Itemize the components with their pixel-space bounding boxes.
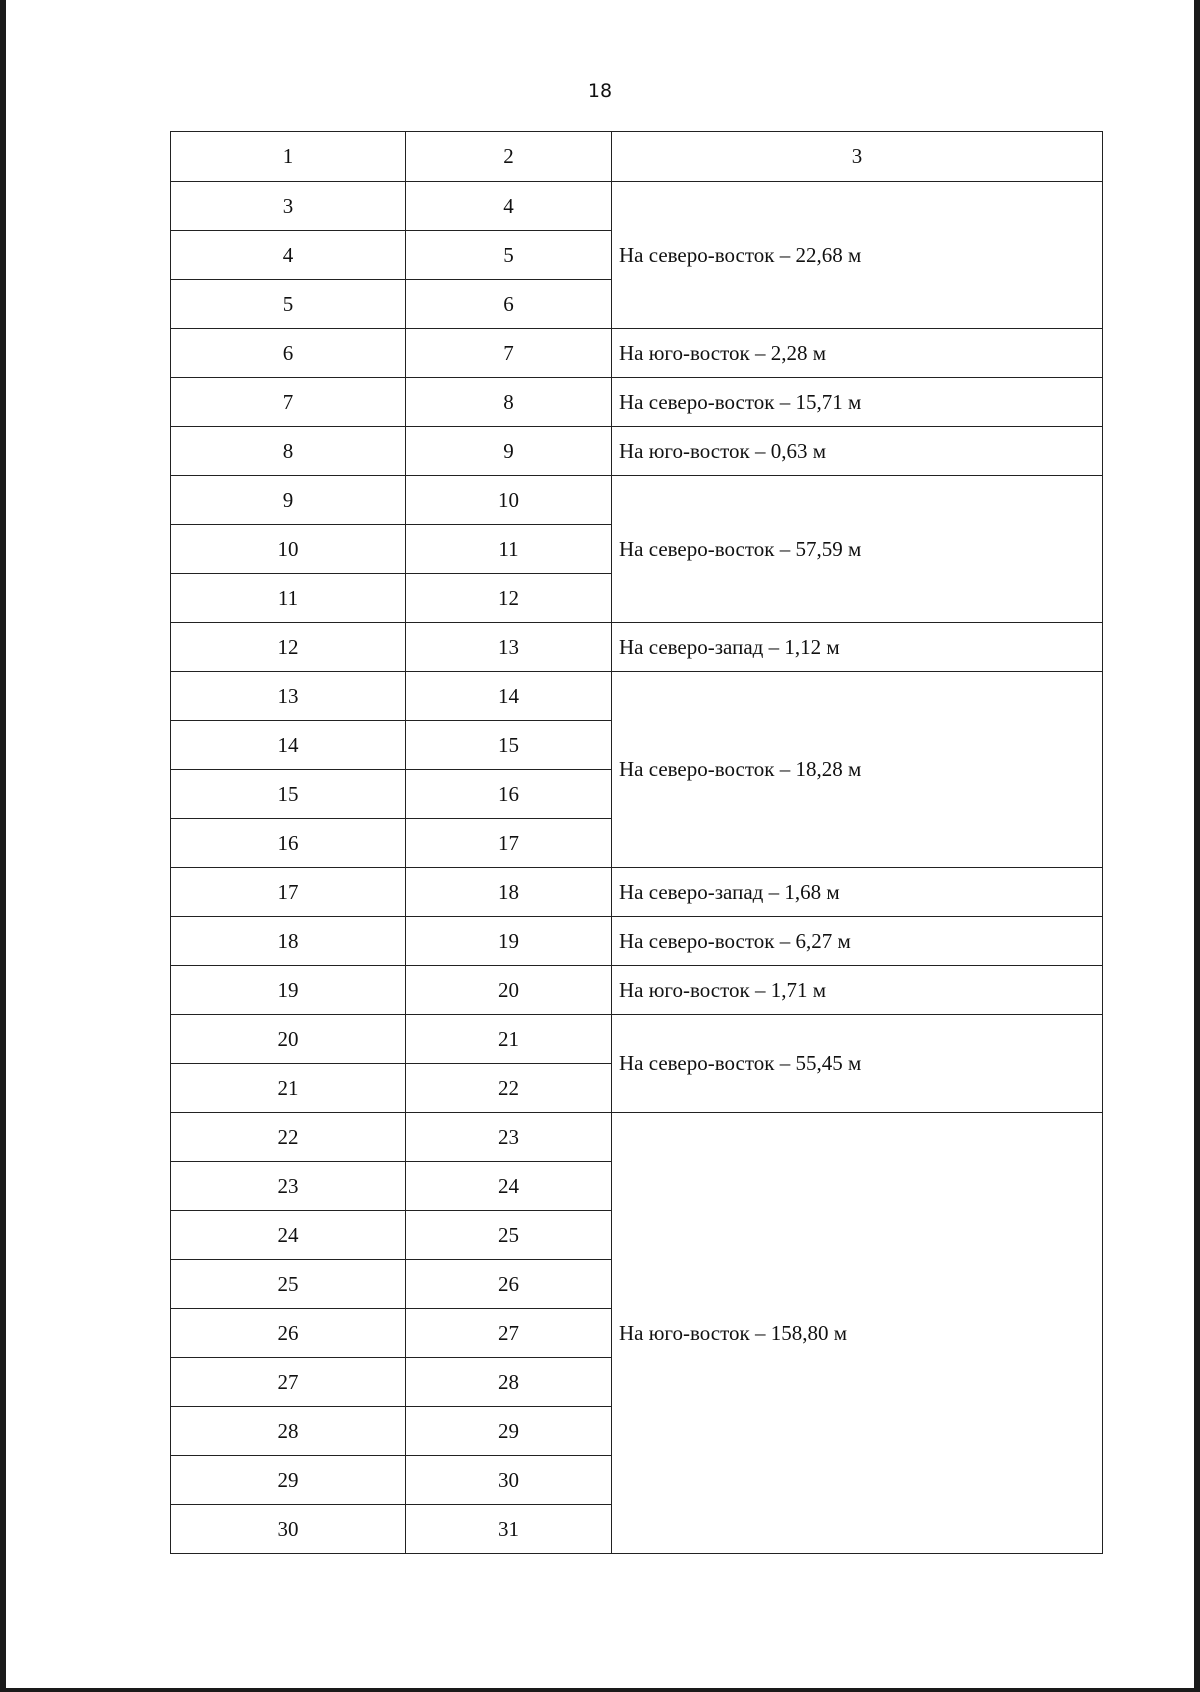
direction-distance-cell: На северо-восток – 55,45 м (612, 1015, 1103, 1113)
point-from-cell: 6 (171, 329, 406, 378)
point-from-cell: 8 (171, 427, 406, 476)
direction-distance-cell: На северо-запад – 1,12 м (612, 623, 1103, 672)
point-to-cell: 20 (406, 966, 612, 1015)
point-to-cell: 12 (406, 574, 612, 623)
point-from-cell: 15 (171, 770, 406, 819)
point-from-cell: 10 (171, 525, 406, 574)
point-from-cell: 16 (171, 819, 406, 868)
header-cell-3: 3 (612, 132, 1103, 182)
scan-edge-left (0, 0, 6, 1692)
point-from-cell: 14 (171, 721, 406, 770)
scan-edge-right (1194, 0, 1200, 1692)
point-from-cell: 7 (171, 378, 406, 427)
point-to-cell: 17 (406, 819, 612, 868)
point-from-cell: 21 (171, 1064, 406, 1113)
point-to-cell: 11 (406, 525, 612, 574)
point-to-cell: 23 (406, 1113, 612, 1162)
point-from-cell: 26 (171, 1309, 406, 1358)
point-to-cell: 21 (406, 1015, 612, 1064)
point-from-cell: 19 (171, 966, 406, 1015)
direction-distance-cell: На северо-восток – 15,71 м (612, 378, 1103, 427)
point-from-cell: 12 (171, 623, 406, 672)
direction-distance-cell: На юго-восток – 0,63 м (612, 427, 1103, 476)
point-to-cell: 7 (406, 329, 612, 378)
table-row (171, 966, 1103, 1015)
page-number: 18 (587, 80, 613, 102)
point-to-cell: 4 (406, 182, 612, 231)
table-row (171, 1113, 1103, 1162)
point-from-cell: 3 (171, 182, 406, 231)
direction-distance-cell: На северо-восток – 57,59 м (612, 476, 1103, 623)
point-from-cell: 29 (171, 1456, 406, 1505)
point-to-cell: 28 (406, 1358, 612, 1407)
table-body (171, 182, 1103, 1554)
table-row (171, 182, 1103, 231)
direction-distance-cell: На северо-восток – 18,28 м (612, 672, 1103, 868)
table-row (171, 1015, 1103, 1064)
point-to-cell: 24 (406, 1162, 612, 1211)
point-to-cell: 10 (406, 476, 612, 525)
direction-distance-cell: На северо-восток – 22,68 м (612, 182, 1103, 329)
table-row (171, 868, 1103, 917)
table-header-row (171, 132, 1103, 182)
header-cell-1: 1 (171, 132, 406, 182)
direction-distance-cell: На юго-восток – 2,28 м (612, 329, 1103, 378)
point-from-cell: 13 (171, 672, 406, 721)
point-to-cell: 26 (406, 1260, 612, 1309)
table-row (171, 427, 1103, 476)
point-from-cell: 17 (171, 868, 406, 917)
point-from-cell: 25 (171, 1260, 406, 1309)
table-row (171, 672, 1103, 721)
point-to-cell: 19 (406, 917, 612, 966)
header-cell-2: 2 (406, 132, 612, 182)
point-to-cell: 8 (406, 378, 612, 427)
direction-distance-cell: На юго-восток – 1,71 м (612, 966, 1103, 1015)
point-from-cell: 18 (171, 917, 406, 966)
point-from-cell: 27 (171, 1358, 406, 1407)
point-to-cell: 13 (406, 623, 612, 672)
table-row (171, 917, 1103, 966)
point-to-cell: 22 (406, 1064, 612, 1113)
point-from-cell: 23 (171, 1162, 406, 1211)
point-to-cell: 29 (406, 1407, 612, 1456)
point-from-cell: 30 (171, 1505, 406, 1554)
point-to-cell: 31 (406, 1505, 612, 1554)
table-row (171, 378, 1103, 427)
point-from-cell: 24 (171, 1211, 406, 1260)
direction-distance-cell: На юго-восток – 158,80 м (612, 1113, 1103, 1554)
point-from-cell: 9 (171, 476, 406, 525)
direction-distance-cell: На северо-восток – 6,27 м (612, 917, 1103, 966)
point-to-cell: 15 (406, 721, 612, 770)
point-to-cell: 14 (406, 672, 612, 721)
point-from-cell: 20 (171, 1015, 406, 1064)
point-to-cell: 18 (406, 868, 612, 917)
table-row (171, 329, 1103, 378)
table-row (171, 476, 1103, 525)
boundary-table (170, 131, 1103, 1554)
table-row (171, 623, 1103, 672)
point-from-cell: 28 (171, 1407, 406, 1456)
point-to-cell: 9 (406, 427, 612, 476)
point-to-cell: 25 (406, 1211, 612, 1260)
point-to-cell: 30 (406, 1456, 612, 1505)
scan-edge-bottom (0, 1688, 1200, 1692)
point-to-cell: 16 (406, 770, 612, 819)
point-from-cell: 5 (171, 280, 406, 329)
point-to-cell: 27 (406, 1309, 612, 1358)
point-from-cell: 22 (171, 1113, 406, 1162)
point-to-cell: 6 (406, 280, 612, 329)
point-from-cell: 11 (171, 574, 406, 623)
point-from-cell: 4 (171, 231, 406, 280)
direction-distance-cell: На северо-запад – 1,68 м (612, 868, 1103, 917)
point-to-cell: 5 (406, 231, 612, 280)
